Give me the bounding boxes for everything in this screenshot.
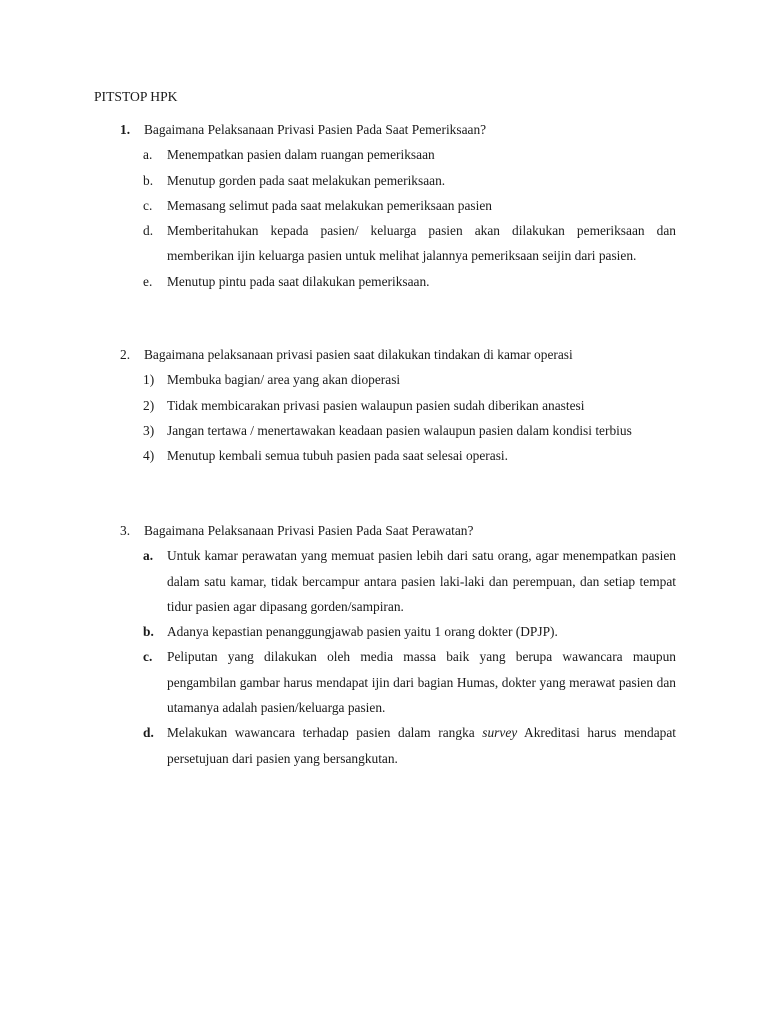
list-item (94, 193, 676, 218)
question-1-number: 1. (120, 122, 131, 137)
question-3-text: Bagaimana Pelaksanaan Privasi Pasien Pada Saat Perawatan? (144, 523, 474, 538)
item-text-emphasis: survey (482, 725, 518, 741)
item-marker: b. (143, 172, 154, 188)
question-1-heading (94, 117, 676, 142)
question-2-answers (94, 367, 676, 468)
item-text: Adanya kepastian penanggungjawab pasien yaitu 1 orang dokter (DPJP). (167, 624, 558, 640)
question-2 (94, 342, 676, 468)
item-marker: d. (143, 223, 154, 239)
list-item (94, 168, 676, 193)
list-item (94, 142, 676, 167)
item-text-part: Melakukan wawancara terhadap pasien dalam rangka (167, 725, 483, 741)
item-marker: 1) (143, 372, 155, 388)
item-text: Menutup pintu pada saat dilakukan pemeriksaan. (167, 273, 430, 289)
item-text: Peliputan yang dilakukan oleh media massa baik yang berupa wawancara maupun pengambilan gambar harus mendapat ijin dari bagian Humas, dokter yang merawat pasien dan utamanya adalah pasien/keluarga pasien. (167, 649, 676, 716)
list-item (94, 720, 676, 771)
list-item (94, 418, 676, 443)
question-1-text: Bagaimana Pelaksanaan Privasi Pasien Pada Saat Pemeriksaan? (144, 122, 487, 137)
item-text: Memberitahukan kepada pasien/ keluarga pasien akan dilakukan pemeriksaan dan memberikan ijin keluarga pasien untuk melihat jalannya pemeriksaan seijin dari pasien. (167, 223, 676, 264)
question-1 (94, 117, 676, 294)
list-item (94, 393, 676, 418)
document-title: PITSTOP HPK (94, 89, 178, 104)
question-3-answers (94, 543, 676, 771)
item-text (167, 720, 676, 771)
item-text: Membuka bagian/ area yang akan dioperasi (167, 372, 401, 388)
question-3-number: 3. (120, 523, 131, 538)
item-marker: c. (143, 649, 153, 665)
list-item (94, 218, 676, 269)
item-text: Jangan tertawa / menertawakan keadaan pasien walaupun pasien dalam kondisi terbius (167, 422, 632, 438)
question-3-heading (94, 518, 676, 543)
item-marker: c. (143, 197, 153, 213)
item-text-part: Akreditasi harus mendapat persetujuan dari pasien yang bersangkutan. (167, 725, 676, 766)
question-3 (94, 518, 676, 771)
item-marker: a. (143, 548, 154, 564)
question-2-text: Bagaimana pelaksanaan privasi pasien saat dilakukan tindakan di kamar operasi (144, 347, 573, 362)
item-marker: e. (143, 273, 153, 289)
item-text: Memasang selimut pada saat melakukan pemeriksaan pasien (167, 197, 492, 213)
item-marker: a. (143, 147, 153, 163)
list-item (94, 367, 676, 392)
list-item (94, 269, 676, 294)
item-marker: b. (143, 624, 154, 640)
item-marker: 4) (143, 448, 155, 464)
item-text: Menutup kembali semua tubuh pasien pada saat selesai operasi. (167, 448, 508, 464)
list-item (94, 443, 676, 468)
item-text: Untuk kamar perawatan yang memuat pasien lebih dari satu orang, agar menempatkan pasien dalam satu kamar, tidak bercampur antara pasien laki-laki dan perempuan, dan setiap tempat tidur pasien agar dipasang gorden/sampiran. (167, 548, 676, 614)
question-2-heading (94, 342, 676, 367)
item-text: Tidak membicarakan privasi pasien walaupun pasien sudah diberikan anastesi (167, 397, 585, 413)
list-item (94, 644, 676, 720)
item-marker: d. (143, 725, 154, 741)
item-text: Menempatkan pasien dalam ruangan pemeriksaan (167, 147, 435, 163)
item-text: Menutup gorden pada saat melakukan pemeriksaan. (167, 172, 446, 188)
list-item (94, 619, 676, 644)
question-2-number: 2. (120, 347, 131, 362)
item-marker: 3) (143, 422, 155, 438)
list-item (94, 543, 676, 619)
question-1-answers (94, 142, 676, 294)
item-marker: 2) (143, 397, 155, 413)
